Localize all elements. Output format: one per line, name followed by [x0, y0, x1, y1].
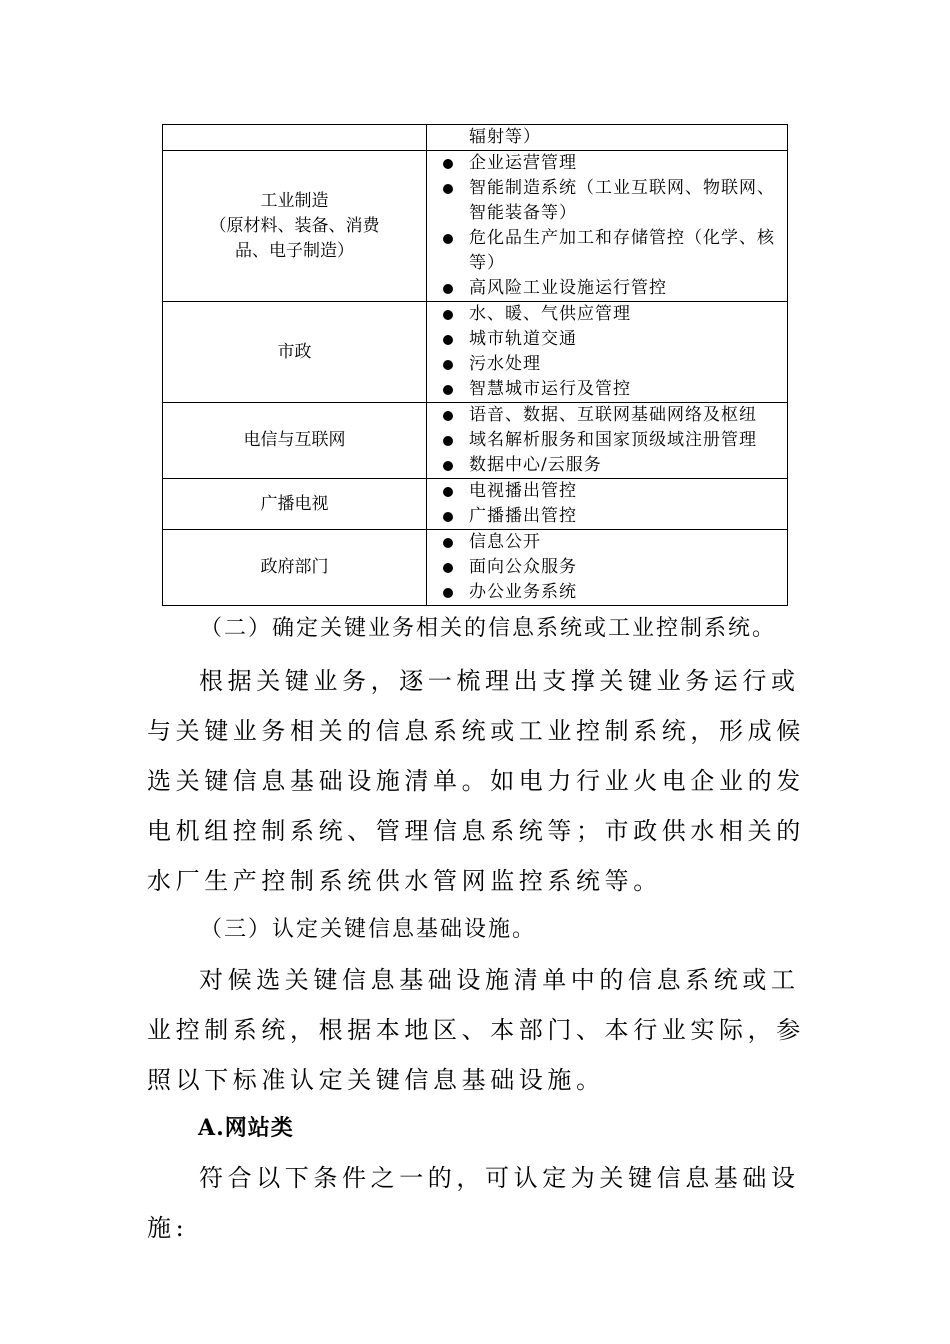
- paragraph-3: 符合以下条件之一的，可认定为关键信息基础设施:: [147, 1164, 800, 1242]
- bullet-icon: [443, 588, 453, 598]
- bullet-icon: [443, 335, 453, 345]
- list-item-text: 辐射等）: [469, 127, 541, 147]
- list-item-text: 企业运营管理: [469, 153, 577, 173]
- list-item-text: 面向公众服务: [469, 557, 577, 577]
- list-item: [441, 403, 781, 428]
- bullet-icon: [443, 538, 453, 548]
- section-a-heading: A.网站类: [198, 1115, 294, 1141]
- list-item: [441, 428, 781, 453]
- category-cell: [163, 302, 427, 403]
- category-cell: [163, 530, 427, 606]
- list-item-text: 城市轨道交通: [469, 329, 577, 349]
- items-cell: [427, 403, 788, 479]
- table-row: [163, 479, 788, 530]
- list-item-text: 办公业务系统: [469, 582, 577, 602]
- category-label: （原材料、装备、消费: [209, 215, 380, 236]
- table-row: [163, 125, 788, 151]
- list-item: [441, 125, 781, 150]
- list-item: [441, 302, 781, 327]
- bullet-icon: [443, 234, 453, 244]
- list-item-text: 信息公开: [469, 532, 541, 552]
- list-item-text: 数据中心/云服务: [469, 455, 602, 475]
- category-label: 政府部门: [260, 557, 329, 577]
- list-item-text: 电视播出管控: [469, 481, 577, 501]
- list-item: [441, 352, 781, 377]
- table-row: [163, 302, 788, 403]
- paragraph-1: 根据关键业务，逐一梳理出支撑关键业务运行或与关键业务相关的信息系统或工业控制系统，形成候选关键信息基础设施清单。如电力行业火电企业的发电机组控制系统、管理信息系统等；市政供水相关的水厂生产控制系统供水管网监控系统等。: [147, 667, 805, 895]
- items-cell: [427, 125, 788, 151]
- items-cell: [427, 530, 788, 606]
- bullet-icon: [443, 284, 453, 294]
- bullet-icon: [443, 487, 453, 497]
- heading-2: （二）确定关键业务相关的信息系统或工业控制系统。: [200, 616, 777, 641]
- bullet-icon: [443, 512, 453, 522]
- bullet-icon: [443, 310, 453, 320]
- table-row: [163, 403, 788, 479]
- sector-table: [162, 124, 788, 606]
- list-item: [441, 479, 781, 504]
- category-cell: [163, 125, 427, 151]
- bullet-icon: [443, 159, 453, 169]
- list-item-text: 高风险工业设施运行管控: [469, 278, 667, 298]
- list-item-text: 智能制造系统（工业互联网、物联网、: [469, 178, 775, 198]
- list-item: [441, 530, 781, 555]
- bullet-icon: [443, 461, 453, 471]
- items-cell: [427, 151, 788, 302]
- category-label: 市政: [277, 341, 312, 362]
- table-row: [163, 151, 788, 302]
- list-item-text: 语音、数据、互联网基础网络及枢纽: [469, 405, 757, 425]
- list-item: [441, 201, 781, 226]
- list-item-text: 污水处理: [469, 354, 541, 374]
- list-item: [441, 327, 781, 352]
- bullet-icon: [443, 436, 453, 446]
- category-label: 品、电子制造）: [235, 240, 354, 261]
- list-item: [441, 176, 781, 201]
- list-item-text: 智慧城市运行及管控: [469, 379, 631, 399]
- list-item-text: 域名解析服务和国家顶级域注册管理: [469, 430, 757, 450]
- category-label: 电信与互联网: [243, 430, 346, 450]
- paragraph-2: 对候选关键信息基础设施清单中的信息系统或工业控制系统，根据本地区、本部门、本行业实际，参照以下标准认定关键信息基础设施。: [147, 966, 805, 1094]
- list-item: [441, 151, 781, 176]
- list-item-text: 等）: [469, 253, 505, 273]
- list-item: [441, 580, 781, 605]
- list-item: [441, 251, 781, 276]
- list-item: [441, 377, 781, 402]
- bullet-icon: [443, 385, 453, 395]
- category-label: 工业制造: [260, 190, 329, 211]
- list-item: [441, 276, 781, 301]
- category-label: 广播电视: [260, 493, 329, 514]
- category-cell: [163, 479, 427, 530]
- list-item-text: 智能装备等）: [469, 203, 577, 223]
- list-item-text: 水、暖、气供应管理: [469, 304, 631, 324]
- table-row: [163, 530, 788, 606]
- category-cell: [163, 403, 427, 479]
- items-cell: [427, 302, 788, 403]
- list-item: [441, 504, 781, 529]
- bullet-icon: [443, 563, 453, 573]
- heading-3: （三）认定关键信息基础设施。: [200, 917, 537, 942]
- list-item: [441, 226, 781, 251]
- list-item-text: 广播播出管控: [469, 506, 577, 526]
- bullet-icon: [443, 184, 453, 194]
- items-cell: [427, 479, 788, 530]
- category-cell: [163, 151, 427, 302]
- list-item: [441, 453, 781, 478]
- list-item-text: 危化品生产加工和存储管控（化学、核: [469, 228, 775, 248]
- bullet-icon: [443, 360, 453, 370]
- bullet-icon: [443, 411, 453, 421]
- list-item: [441, 555, 781, 580]
